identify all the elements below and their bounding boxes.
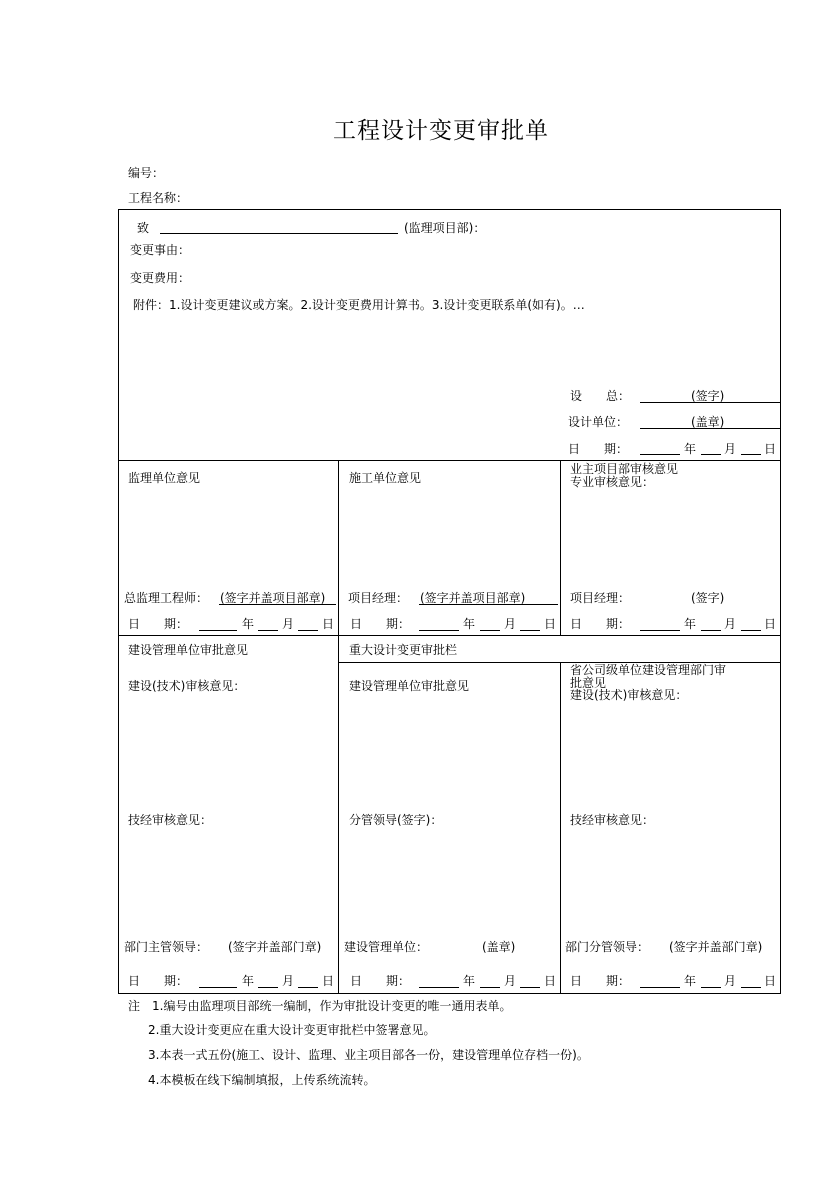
supervision-year-label: 年 bbox=[242, 617, 255, 631]
province-tech-review-label: 建设(技术)审核意见： bbox=[570, 688, 688, 702]
project-name-label: 工程名称： bbox=[128, 191, 189, 205]
owner-manager-note: (签字) bbox=[691, 591, 725, 605]
major-mgmt-day-blank[interactable] bbox=[520, 987, 540, 988]
province-econ-review-label: 技经审核意见： bbox=[570, 813, 655, 827]
mgmt-month-blank[interactable] bbox=[258, 987, 278, 988]
owner-manager-label: 项目经理： bbox=[570, 591, 631, 605]
province-day-blank[interactable] bbox=[741, 987, 761, 988]
mgmt-year-blank[interactable] bbox=[199, 987, 237, 988]
owner-day-label: 日 bbox=[764, 617, 777, 631]
mgmt-date-label: 日 期： bbox=[128, 974, 189, 988]
construction-date-label: 日 期： bbox=[350, 617, 411, 631]
province-approval-title-line1: 省公司级单位建设管理部门审 bbox=[570, 663, 727, 677]
construction-month-label: 月 bbox=[504, 617, 517, 631]
note-3: 3.本表一式五份(施工、设计、监理、业主项目部各一份，建设管理单位存档一份)。 bbox=[148, 1048, 589, 1062]
chief-supervisor-note: (签字并盖项目部章) bbox=[220, 591, 326, 605]
owner-month-blank[interactable] bbox=[701, 630, 721, 631]
construction-year-blank[interactable] bbox=[419, 630, 459, 631]
major-mgmt-seal-note: (盖章) bbox=[482, 940, 516, 954]
province-year-blank[interactable] bbox=[640, 987, 680, 988]
supervision-month-label: 月 bbox=[282, 617, 295, 631]
construction-day-blank[interactable] bbox=[520, 630, 540, 631]
supervision-day-blank[interactable] bbox=[298, 630, 318, 631]
supervision-day-label: 日 bbox=[322, 617, 335, 631]
design-month-label: 月 bbox=[724, 442, 737, 456]
mgmt-dept-leader-label: 部门主管领导： bbox=[124, 940, 209, 954]
note-4: 4.本模板在线下编制填报，上传系统流转。 bbox=[148, 1073, 376, 1087]
province-dept-leader-note: (签字并盖部门章) bbox=[669, 940, 763, 954]
construction-month-blank[interactable] bbox=[480, 630, 500, 631]
major-mgmt-day-label: 日 bbox=[544, 974, 557, 988]
attachment-text: 附件：1.设计变更建议或方案。2.设计变更费用计算书。3.设计变更联系单(如有)。… bbox=[133, 298, 585, 312]
mgmt-econ-review-label: 技经审核意见： bbox=[128, 813, 213, 827]
owner-review-title: 业主项目部审核意见 bbox=[570, 462, 679, 476]
major-mgmt-approval-title: 建设管理单位审批意见 bbox=[349, 679, 470, 693]
construction-year-label: 年 bbox=[463, 617, 476, 631]
province-approval-title-line2: 批意见 bbox=[570, 676, 607, 690]
note-2: 2.重大设计变更应在重大设计变更审批栏中签署意见。 bbox=[148, 1023, 436, 1037]
major-change-header: 重大设计变更审批栏 bbox=[349, 643, 458, 657]
construction-opinion-title: 施工单位意见 bbox=[349, 471, 422, 485]
province-dept-leader-label: 部门分管领导： bbox=[565, 940, 650, 954]
design-unit-label: 设计单位： bbox=[568, 415, 629, 429]
supervision-date-label: 日 期： bbox=[128, 617, 189, 631]
mgmt-dept-leader-note: (签字并盖部门章) bbox=[228, 940, 322, 954]
design-month-blank[interactable] bbox=[701, 454, 721, 455]
province-date-label: 日 期： bbox=[570, 974, 631, 988]
province-month-blank[interactable] bbox=[701, 987, 721, 988]
major-mgmt-year-label: 年 bbox=[463, 974, 476, 988]
major-mgmt-month-blank[interactable] bbox=[480, 987, 500, 988]
construction-manager-label: 项目经理： bbox=[348, 591, 409, 605]
designer-label: 设 总： bbox=[570, 389, 631, 403]
page-title: 工程设计变更审批单 bbox=[333, 118, 549, 144]
design-year-blank[interactable] bbox=[640, 454, 680, 455]
design-date-label: 日 期： bbox=[568, 442, 629, 456]
major-mgmt-date-label: 日 期： bbox=[350, 974, 411, 988]
design-unit-seal-note: (盖章) bbox=[691, 415, 725, 429]
owner-year-label: 年 bbox=[684, 617, 697, 631]
design-year-label: 年 bbox=[684, 442, 697, 456]
province-day-label: 日 bbox=[764, 974, 777, 988]
serial-label: 编号： bbox=[128, 166, 165, 180]
owner-month-label: 月 bbox=[724, 617, 737, 631]
mgmt-day-label: 日 bbox=[322, 974, 335, 988]
to-suffix: (监理项目部)： bbox=[404, 221, 486, 235]
major-mgmt-year-blank[interactable] bbox=[419, 987, 459, 988]
chief-supervisor-label: 总监理工程师： bbox=[124, 591, 209, 605]
province-month-label: 月 bbox=[724, 974, 737, 988]
supervision-month-blank[interactable] bbox=[258, 630, 278, 631]
mgmt-approval-title: 建设管理单位审批意见 bbox=[128, 643, 249, 657]
mgmt-day-blank[interactable] bbox=[298, 987, 318, 988]
to-blank-line[interactable] bbox=[160, 233, 398, 234]
note-1: 注 1.编号由监理项目部统一编制，作为审批设计变更的唯一通用表单。 bbox=[128, 999, 512, 1013]
design-day-blank[interactable] bbox=[741, 454, 761, 455]
major-leader-label: 分管领导(签字)： bbox=[349, 813, 443, 827]
supervision-year-blank[interactable] bbox=[199, 630, 237, 631]
mgmt-tech-review-label: 建设(技术)审核意见： bbox=[128, 679, 246, 693]
mgmt-month-label: 月 bbox=[282, 974, 295, 988]
major-mgmt-unit-label: 建设管理单位： bbox=[344, 940, 429, 954]
major-mgmt-month-label: 月 bbox=[504, 974, 517, 988]
construction-manager-note: (签字并盖项目部章) bbox=[420, 591, 526, 605]
owner-day-blank[interactable] bbox=[741, 630, 761, 631]
mgmt-year-label: 年 bbox=[242, 974, 255, 988]
to-label: 致 bbox=[137, 221, 150, 235]
owner-year-blank[interactable] bbox=[640, 630, 680, 631]
supervision-opinion-title: 监理单位意见 bbox=[128, 471, 201, 485]
design-day-label: 日 bbox=[764, 442, 777, 456]
owner-date-label: 日 期： bbox=[570, 617, 631, 631]
province-year-label: 年 bbox=[684, 974, 697, 988]
change-reason-label: 变更事由： bbox=[130, 243, 191, 257]
owner-professional-review-label: 专业审核意见： bbox=[570, 475, 655, 489]
change-cost-label: 变更费用： bbox=[130, 271, 191, 285]
construction-day-label: 日 bbox=[544, 617, 557, 631]
designer-sign-note: (签字) bbox=[691, 389, 725, 403]
